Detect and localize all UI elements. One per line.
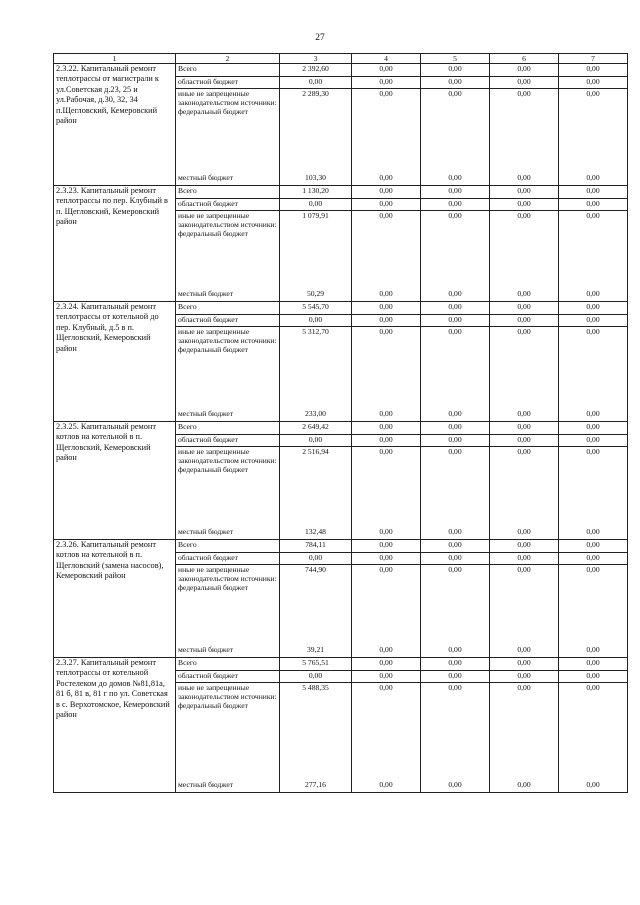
value-cell: 0,00 [490, 89, 559, 174]
value-cell: 0,00 [559, 527, 628, 540]
value-cell: 0,00 [421, 540, 490, 553]
value-cell: 0,00 [421, 315, 490, 327]
value-cell: 0,00 [352, 527, 421, 540]
value-cell: 0,00 [421, 658, 490, 671]
value-cell: 0,00 [352, 315, 421, 327]
row-total [54, 540, 628, 553]
value-cell: 0,00 [421, 435, 490, 447]
value-cell: 0,00 [421, 289, 490, 302]
value-cell: 0,00 [490, 173, 559, 186]
value-cell: 0,00 [559, 186, 628, 199]
value-cell: 5 545,70 [280, 302, 352, 315]
source-regional-label: областной бюджет [176, 77, 280, 89]
value-cell: 0,00 [352, 186, 421, 199]
value-cell: 0,00 [421, 89, 490, 174]
source-federal-label: иные не запрещенные законодательством источники: федеральный бюджет [176, 683, 280, 781]
value-cell: 132,48 [280, 527, 352, 540]
budget-table [53, 53, 628, 793]
value-cell: 0,00 [421, 173, 490, 186]
value-cell: 0,00 [352, 683, 421, 781]
source-federal-label: иные не запрещенные законодательством источники: федеральный бюджет [176, 565, 280, 646]
value-cell: 0,00 [559, 199, 628, 211]
source-federal-label: иные не запрещенные законодательством источники: федеральный бюджет [176, 447, 280, 528]
value-cell: 0,00 [421, 409, 490, 422]
value-cell: 0,00 [559, 89, 628, 174]
value-cell: 0,00 [559, 409, 628, 422]
value-cell: 0,00 [352, 671, 421, 683]
source-total-label: Всего [176, 64, 280, 77]
value-cell: 5 488,35 [280, 683, 352, 781]
value-cell: 0,00 [352, 327, 421, 410]
value-cell: 0,00 [559, 565, 628, 646]
source-total-label: Всего [176, 658, 280, 671]
col-header-5: 5 [421, 54, 490, 64]
value-cell: 2 649,42 [280, 422, 352, 435]
value-cell: 0,00 [559, 540, 628, 553]
col-header-3: 3 [280, 54, 352, 64]
value-cell: 0,00 [490, 553, 559, 565]
value-cell: 0,00 [280, 77, 352, 89]
source-total-label: Всего [176, 302, 280, 315]
col-header-7: 7 [559, 54, 628, 64]
row-total [54, 186, 628, 199]
value-cell: 0,00 [421, 186, 490, 199]
value-cell: 0,00 [559, 315, 628, 327]
col-header-6: 6 [490, 54, 559, 64]
value-cell: 0,00 [490, 289, 559, 302]
value-cell: 0,00 [559, 289, 628, 302]
source-total-label: Всего [176, 422, 280, 435]
value-cell: 0,00 [352, 211, 421, 290]
value-cell: 0,00 [490, 658, 559, 671]
source-regional-label: областной бюджет [176, 671, 280, 683]
value-cell: 0,00 [490, 409, 559, 422]
value-cell: 0,00 [490, 683, 559, 781]
value-cell: 0,00 [559, 64, 628, 77]
col-header-1: 1 [54, 54, 176, 64]
value-cell: 744,90 [280, 565, 352, 646]
value-cell: 0,00 [559, 553, 628, 565]
value-cell: 0,00 [280, 199, 352, 211]
value-cell: 0,00 [280, 553, 352, 565]
value-cell: 1 079,91 [280, 211, 352, 290]
value-cell: 0,00 [421, 780, 490, 793]
value-cell: 0,00 [352, 645, 421, 658]
value-cell: 0,00 [352, 173, 421, 186]
header-row [54, 54, 628, 64]
source-local-label: местный бюджет [176, 173, 280, 186]
source-local-label: местный бюджет [176, 409, 280, 422]
value-cell: 233,00 [280, 409, 352, 422]
value-cell: 2 289,30 [280, 89, 352, 174]
source-regional-label: областной бюджет [176, 435, 280, 447]
source-local-label: местный бюджет [176, 527, 280, 540]
value-cell: 0,00 [559, 327, 628, 410]
value-cell: 0,00 [490, 780, 559, 793]
value-cell: 0,00 [352, 435, 421, 447]
value-cell: 0,00 [352, 540, 421, 553]
value-cell: 5 312,70 [280, 327, 352, 410]
value-cell: 103,30 [280, 173, 352, 186]
row-total [54, 658, 628, 671]
value-cell: 0,00 [490, 327, 559, 410]
value-cell: 0,00 [490, 671, 559, 683]
value-cell: 0,00 [559, 173, 628, 186]
object-title: 2.3.26. Капитальный ремонт котлов на котельной в п. Щегловский (замена насосов), Кемеровский район [54, 540, 176, 658]
source-total-label: Всего [176, 540, 280, 553]
value-cell: 0,00 [352, 553, 421, 565]
value-cell: 2 516,94 [280, 447, 352, 528]
object-title: 2.3.23. Капитальный ремонт теплотрассы по пер. Клубный в п. Щегловский, Кемеровский район [54, 186, 176, 302]
value-cell: 0,00 [280, 435, 352, 447]
value-cell: 0,00 [490, 435, 559, 447]
value-cell: 0,00 [352, 422, 421, 435]
value-cell: 0,00 [352, 409, 421, 422]
object-title: 2.3.24. Капитальный ремонт теплотрассы от котельной до пер. Клубный, д.5 в п. Щегловский, Кемеровский район [54, 302, 176, 422]
source-federal-label: иные не запрещенные законодательством источники: федеральный бюджет [176, 211, 280, 290]
value-cell: 0,00 [490, 211, 559, 290]
value-cell: 50,29 [280, 289, 352, 302]
row-total [54, 64, 628, 77]
value-cell: 0,00 [421, 64, 490, 77]
value-cell: 0,00 [421, 565, 490, 646]
value-cell: 0,00 [352, 77, 421, 89]
value-cell: 0,00 [352, 289, 421, 302]
value-cell: 0,00 [421, 645, 490, 658]
value-cell: 0,00 [490, 199, 559, 211]
value-cell: 0,00 [559, 645, 628, 658]
object-title: 2.3.25. Капитальный ремонт котлов на котельной в п. Щегловский, Кемеровский район [54, 422, 176, 540]
value-cell: 784,11 [280, 540, 352, 553]
value-cell: 0,00 [421, 527, 490, 540]
value-cell: 5 765,51 [280, 658, 352, 671]
value-cell: 1 130,20 [280, 186, 352, 199]
value-cell: 277,16 [280, 780, 352, 793]
value-cell: 0,00 [490, 77, 559, 89]
row-total [54, 422, 628, 435]
value-cell: 0,00 [421, 683, 490, 781]
object-title: 2.3.22. Капитальный ремонт теплотрассы от магистрали к ул.Советская д.23, 25 и ул.Рабочая, д.30, 32, 34 п.Щегловский, Кемеровский район [54, 64, 176, 186]
value-cell: 0,00 [559, 422, 628, 435]
value-cell: 0,00 [352, 780, 421, 793]
value-cell: 0,00 [421, 77, 490, 89]
value-cell: 0,00 [421, 199, 490, 211]
value-cell: 0,00 [559, 447, 628, 528]
value-cell: 0,00 [559, 658, 628, 671]
value-cell: 0,00 [352, 89, 421, 174]
value-cell: 0,00 [421, 327, 490, 410]
value-cell: 0,00 [280, 315, 352, 327]
value-cell: 0,00 [490, 645, 559, 658]
row-total [54, 302, 628, 315]
value-cell: 0,00 [490, 186, 559, 199]
source-regional-label: областной бюджет [176, 199, 280, 211]
value-cell: 0,00 [490, 302, 559, 315]
value-cell: 0,00 [490, 64, 559, 77]
value-cell: 0,00 [559, 683, 628, 781]
source-total-label: Всего [176, 186, 280, 199]
value-cell: 0,00 [352, 565, 421, 646]
value-cell: 0,00 [352, 658, 421, 671]
object-title: 2.3.27. Капитальный ремонт теплотрассы от котельной Ростелеком до домов №81,81а, 81 б, 81 в, 81 г по ул. Советская в с. Верхотомское, Кемеровский район [54, 658, 176, 793]
value-cell: 0,00 [559, 671, 628, 683]
source-regional-label: областной бюджет [176, 315, 280, 327]
value-cell: 0,00 [490, 422, 559, 435]
page-number: 27 [315, 33, 325, 43]
value-cell: 0,00 [421, 553, 490, 565]
value-cell: 0,00 [490, 565, 559, 646]
value-cell: 0,00 [490, 447, 559, 528]
source-federal-label: иные не запрещенные законодательством источники: федеральный бюджет [176, 327, 280, 410]
value-cell: 0,00 [352, 199, 421, 211]
value-cell: 39,21 [280, 645, 352, 658]
value-cell: 0,00 [559, 77, 628, 89]
source-local-label: местный бюджет [176, 645, 280, 658]
value-cell: 0,00 [280, 671, 352, 683]
col-header-4: 4 [352, 54, 421, 64]
value-cell: 0,00 [421, 447, 490, 528]
value-cell: 2 392,60 [280, 64, 352, 77]
value-cell: 0,00 [421, 671, 490, 683]
value-cell: 0,00 [421, 422, 490, 435]
source-local-label: местный бюджет [176, 780, 280, 793]
value-cell: 0,00 [421, 211, 490, 290]
value-cell: 0,00 [421, 302, 490, 315]
source-local-label: местный бюджет [176, 289, 280, 302]
value-cell: 0,00 [352, 447, 421, 528]
value-cell: 0,00 [490, 315, 559, 327]
value-cell: 0,00 [490, 527, 559, 540]
value-cell: 0,00 [559, 780, 628, 793]
source-regional-label: областной бюджет [176, 553, 280, 565]
value-cell: 0,00 [490, 540, 559, 553]
value-cell: 0,00 [559, 211, 628, 290]
col-header-2: 2 [176, 54, 280, 64]
source-federal-label: иные не запрещенные законодательством источники: федеральный бюджет [176, 89, 280, 174]
value-cell: 0,00 [559, 435, 628, 447]
value-cell: 0,00 [559, 302, 628, 315]
value-cell: 0,00 [352, 64, 421, 77]
value-cell: 0,00 [352, 302, 421, 315]
